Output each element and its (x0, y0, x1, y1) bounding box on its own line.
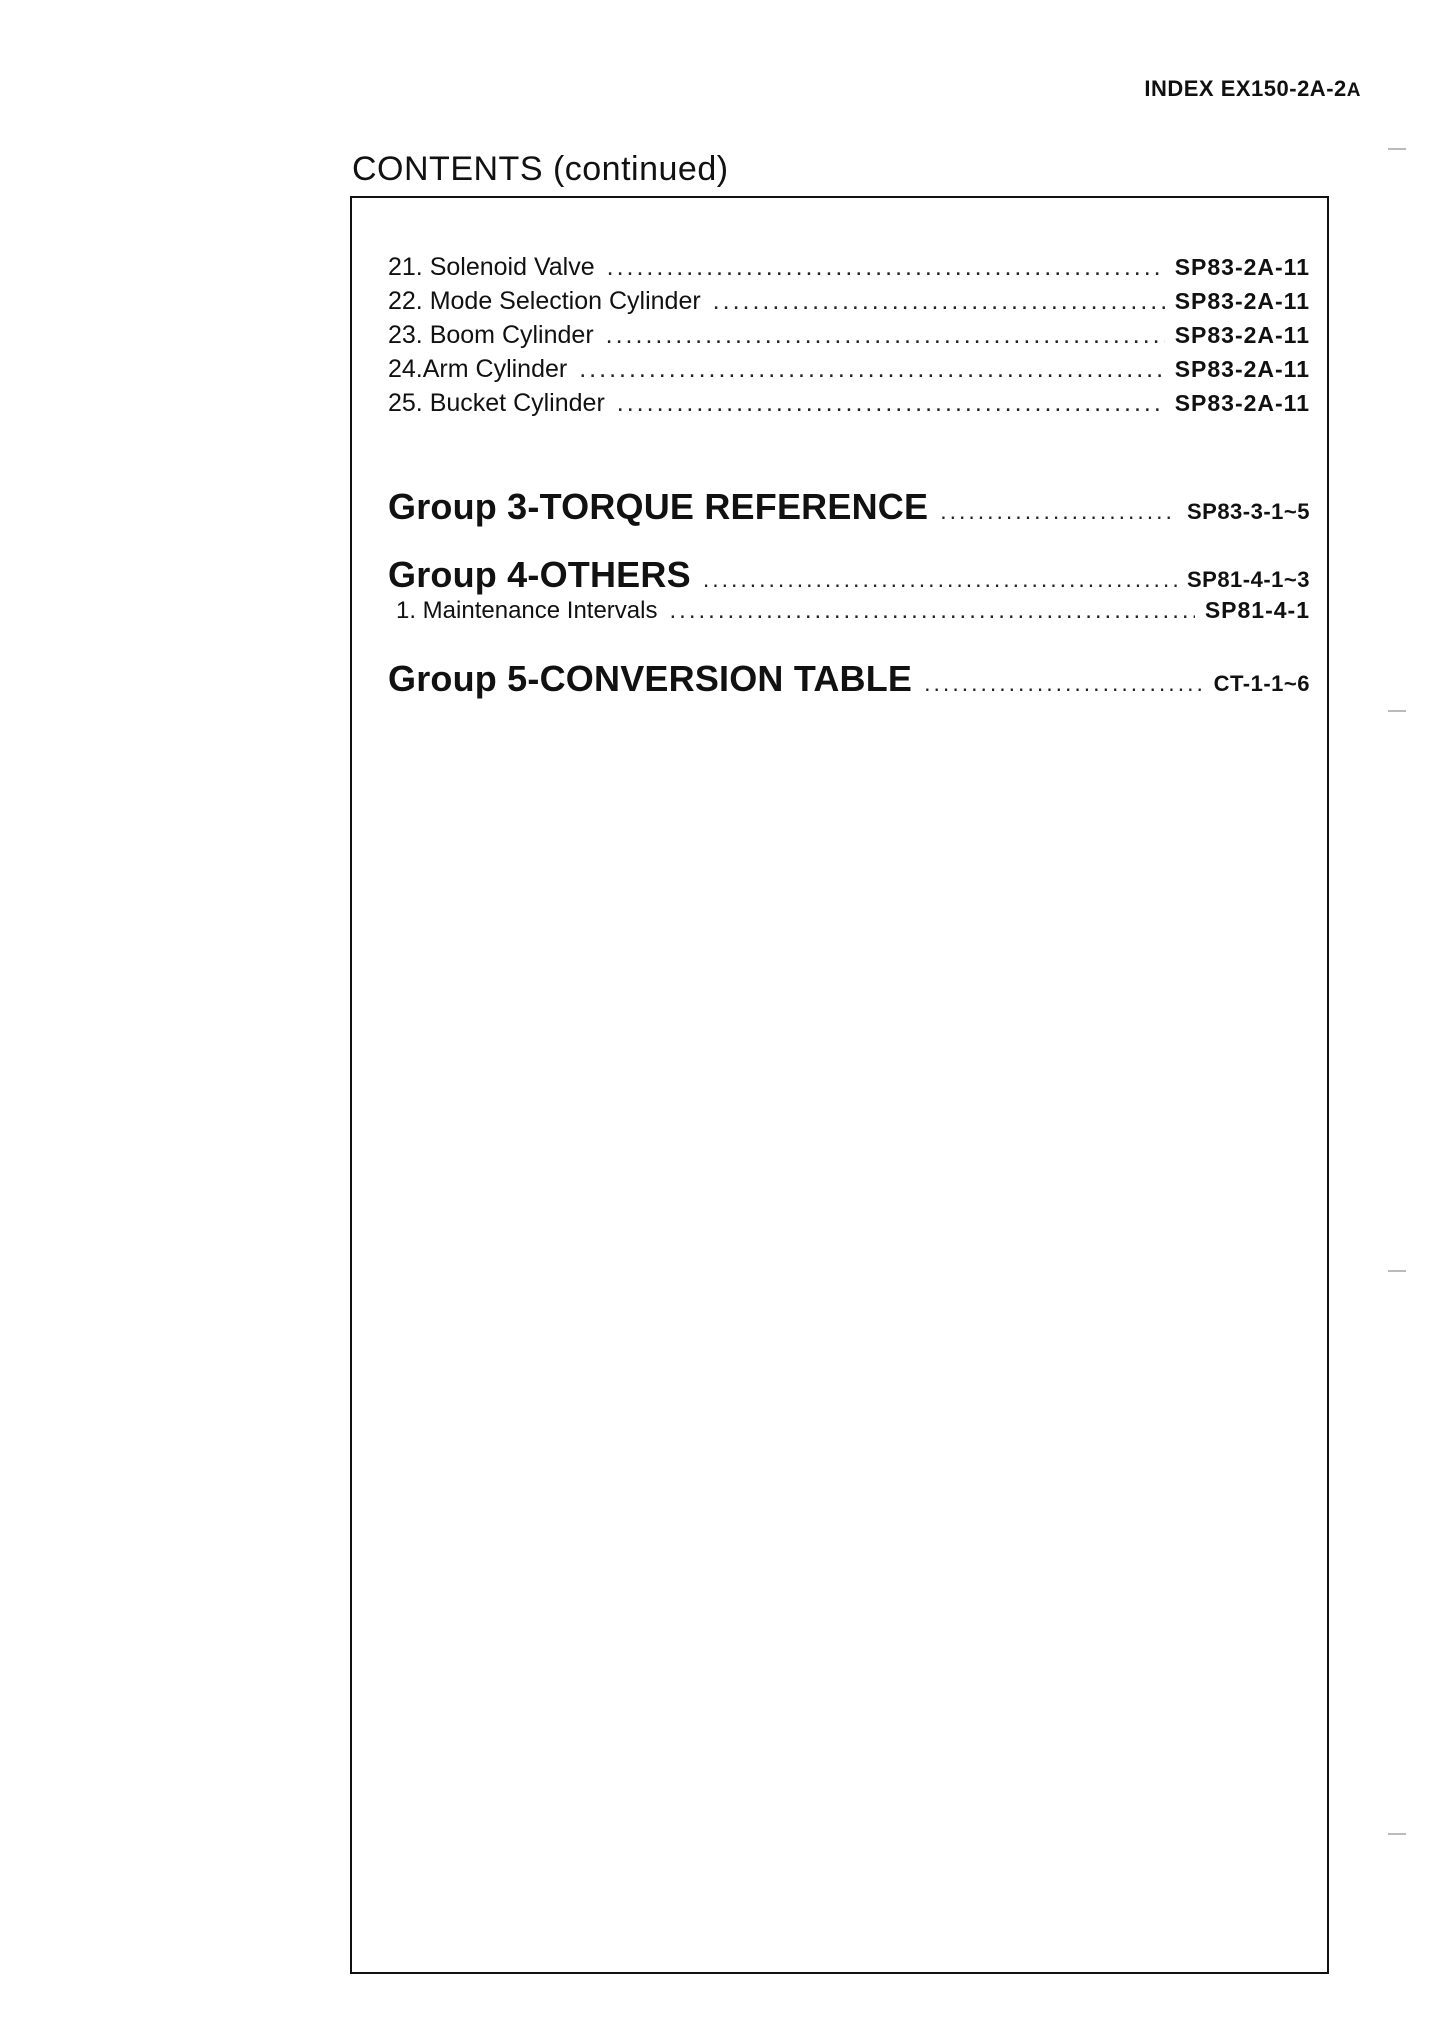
toc-group-label: Group 3-TORQUE REFERENCE (388, 486, 929, 527)
toc-item-page: SP83-2A-11 (1174, 356, 1310, 382)
margin-tick (1388, 710, 1406, 712)
dot-leader (940, 488, 1177, 534)
toc-item-label: 24.Arm Cylinder (388, 355, 568, 383)
dot-leader (606, 318, 1165, 352)
contents-title: CONTENTS (continued) (352, 150, 729, 188)
index-suffix: A (1346, 80, 1361, 101)
toc-item-21[interactable] (388, 250, 1310, 284)
dot-leader (669, 595, 1194, 627)
toc-group-page: CT-1-1~6 (1213, 671, 1310, 696)
index-label: INDEX EX150-2A-2 (1144, 76, 1347, 101)
toc-item-label: 23. Boom Cylinder (388, 321, 594, 349)
toc-item-page: SP83-2A-11 (1174, 254, 1310, 280)
toc-item-page: SP83-2A-11 (1174, 322, 1310, 348)
toc-item-22[interactable] (388, 284, 1310, 318)
toc-group-label: Group 5-CONVERSION TABLE (388, 658, 913, 699)
toc-group-label: Group 4-OTHERS (388, 554, 691, 595)
toc-item-page: SP83-2A-11 (1174, 288, 1310, 314)
contents-box (350, 196, 1329, 1974)
dot-leader (607, 250, 1165, 284)
margin-tick (1388, 148, 1406, 150)
toc-item-23[interactable] (388, 318, 1310, 352)
index-header (1144, 76, 1361, 102)
toc-item-page: SP83-2A-11 (1174, 390, 1310, 416)
toc-subitem-page: SP81-4-1 (1204, 597, 1310, 623)
toc-subitem-maintenance[interactable] (396, 594, 1310, 626)
toc-group-3[interactable] (388, 484, 1310, 530)
dot-leader (579, 352, 1164, 386)
toc-item-label: 25. Bucket Cylinder (388, 389, 605, 417)
toc-item-25[interactable] (388, 386, 1310, 420)
dot-leader (924, 660, 1204, 706)
margin-tick (1388, 1270, 1406, 1272)
toc-item-label: 21. Solenoid Valve (388, 253, 595, 281)
toc-group-page: SP83-3-1~5 (1186, 499, 1310, 524)
dot-leader (617, 386, 1165, 420)
toc-subitem-label: 1. Maintenance Intervals (396, 597, 658, 624)
toc-group-page: SP81-4-1~3 (1186, 567, 1310, 592)
toc-item-24[interactable] (388, 352, 1310, 386)
margin-tick (1388, 1833, 1406, 1835)
toc-item-label: 22. Mode Selection Cylinder (388, 287, 701, 315)
toc-group-4[interactable] (388, 552, 1310, 598)
toc-group-5[interactable] (388, 656, 1310, 702)
dot-leader (713, 284, 1165, 318)
